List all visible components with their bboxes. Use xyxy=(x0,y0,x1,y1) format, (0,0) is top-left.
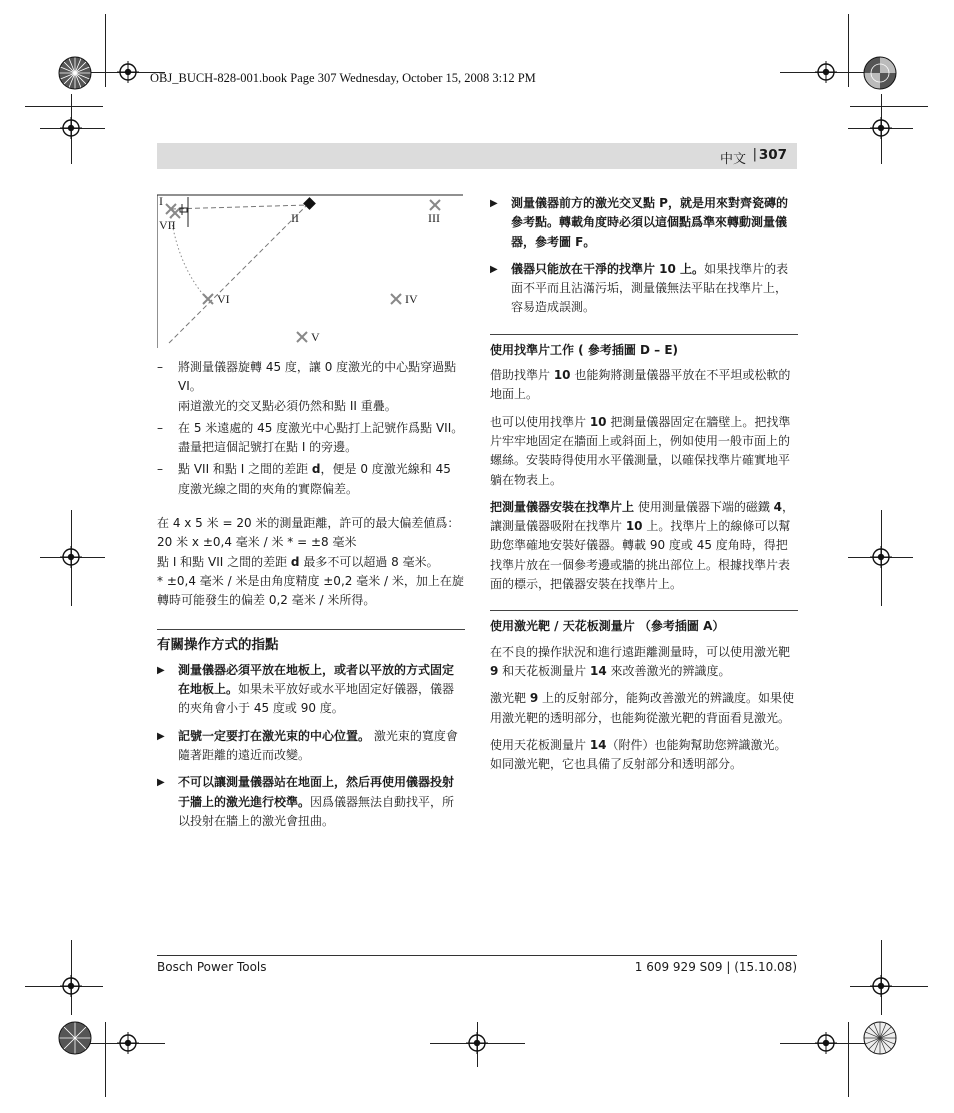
crop-line xyxy=(848,1022,849,1097)
footer-doc-number: 1 609 929 S09 | (15.10.08) xyxy=(634,960,797,974)
text-run: 點 VII 和點 I 之間的差距 xyxy=(178,462,312,477)
figure-label-II: II xyxy=(291,211,299,225)
calc-line: 20 米 x ±0,4 毫米 / 米 * = ±8 毫米 xyxy=(157,535,357,550)
quadrant-target-icon xyxy=(863,56,897,90)
text-run: 上的反射部分，能夠改善激光的辨識度。如果使用激光靶的透明部分，也能夠從激光靶的背面看見激光。 xyxy=(490,691,795,725)
dash-marker: – xyxy=(157,360,163,374)
mark-cross-icon xyxy=(203,294,213,304)
crop-line xyxy=(848,14,849,87)
calc-rule xyxy=(157,553,465,572)
section-title: 有關操作方式的指點 xyxy=(157,636,279,653)
text-run: （附件）也能夠幫助您辨識激光。如同激光靶，它也具備了反射部分和透明部分。 xyxy=(490,737,787,772)
dash-marker: – xyxy=(157,420,163,435)
footer-brand: Bosch Power Tools xyxy=(157,960,267,974)
text-run: 借助找準片 xyxy=(490,368,554,383)
calibration-figure xyxy=(157,193,463,348)
print-info-line: OBJ_BUCH-828-001.book Page 307 Wednesday, October 15, 2008 3:12 PM xyxy=(150,71,536,85)
crop-line xyxy=(850,106,928,107)
text-run: 也可以使用找準片 xyxy=(490,414,590,429)
registration-target-icon xyxy=(117,61,139,83)
list-item-text xyxy=(511,260,798,318)
figure-label-VI: VI xyxy=(217,292,230,306)
figure-label-VII: VII xyxy=(159,218,176,232)
bold-run: 測量儀器必須平放在地板上，或者以平放的方式固定在地板上。 xyxy=(178,662,455,697)
bold-run: 儀器只能放在干淨的找準片 10 上。 xyxy=(511,261,705,276)
registration-target-icon xyxy=(466,1032,488,1054)
registration-target-icon xyxy=(815,61,837,83)
bold-run: 10 xyxy=(589,414,607,429)
dash-marker: – xyxy=(157,462,163,477)
calc-intro: 在 4 x 5 米 = 20 米的測量距離，許可的最大偏差値爲： xyxy=(157,516,460,531)
laser-device-icon xyxy=(303,197,316,210)
bold-run: 測量儀器前方的激光交叉點 P，就是用來對齊瓷磚的參考點。轉載角度時必須以這個點爲準來轉動測量儀器，參考圖 F。 xyxy=(511,196,788,249)
bold-run: 9 xyxy=(529,691,539,706)
text-run: 點 I 和點 VII 之間的差距 xyxy=(157,554,291,569)
registration-target-icon xyxy=(815,1032,837,1054)
bold-run: 14 xyxy=(589,737,607,752)
text-run: 激光靶 xyxy=(490,691,530,706)
list-item-text xyxy=(178,460,465,499)
list-item-text: 在 5 米遠處的 45 度激光中心點打上記號作爲點 VII。盡量把這個記號打在點 I 的旁邊。 xyxy=(178,420,464,455)
registration-target-icon xyxy=(870,546,892,568)
text-run: 如果找準片的表面不平而且沾滿污垢，測量儀無法平貼在找準片上，容易造成誤測。 xyxy=(511,261,789,315)
header-separator: | xyxy=(752,147,757,162)
section-title: 使用找準片工作 ( 參考插圖 D – E) xyxy=(490,342,679,357)
paragraph xyxy=(490,366,798,405)
calibration-diagram xyxy=(157,193,463,348)
mark-cross-icon xyxy=(391,294,401,304)
registration-target-icon xyxy=(870,117,892,139)
crop-line xyxy=(105,14,106,87)
bold-run: 把測量儀器安裝在找準片上 xyxy=(490,499,635,514)
text-run: 因爲儀器無法自動找平，所以投射在牆上的激光會扭曲。 xyxy=(178,794,455,828)
paragraph xyxy=(490,736,798,775)
bold-run: 4 xyxy=(773,499,783,514)
bold-run: 10 xyxy=(553,368,571,383)
crop-line xyxy=(25,106,103,107)
list-item xyxy=(490,260,798,318)
bold-run: 不可以讓測量儀器站在地面上，然后再使用儀器投射于牆上的激光進行校準。 xyxy=(178,775,455,809)
paragraph xyxy=(490,643,798,682)
list-item xyxy=(157,358,465,416)
text-run: 在不良的操作狀況和進行遠距離測量時，可以使用激光靶 xyxy=(490,644,791,659)
text-run: 和天花板測量片 xyxy=(498,663,590,678)
triangle-bullet-icon: ▶ xyxy=(490,263,498,275)
triangle-bullet-icon: ▶ xyxy=(157,730,165,742)
list-item-text xyxy=(511,194,798,252)
mark-cross-icon xyxy=(430,200,440,210)
bold-run: d xyxy=(290,554,300,569)
bold-run: 14 xyxy=(590,663,607,678)
left-column xyxy=(157,358,465,831)
text-run: 上。找準片上的線條可以幫助您準確地安裝好儀器。轉載 90 度或 45 度角時，得把找準片放在一個參考邊或牆的挑出部位上。根據找準片表面的標示，把儀器安裝在找準片上。 xyxy=(490,519,791,592)
list-item-text: 兩道激光的交叉點必須仍然和點 II 重疊。 xyxy=(178,398,397,413)
text-run: 把測量儀器固定在牆壁上。把找準片牢牢地固定在牆面上或斜面上，例如使用一般市面上的螺絲。安裝時得使用水平儀測量，以確保找準片確實地平躺在物表上。 xyxy=(490,414,791,487)
bold-run: 記號一定要打在激光束的中心位置。 xyxy=(178,728,371,743)
triangle-bullet-icon: ▶ xyxy=(490,198,498,209)
star-target-icon xyxy=(58,56,92,90)
registration-target-icon xyxy=(60,975,82,997)
header-language: 中文 xyxy=(719,152,746,167)
text-run: ，便是 0 度激光線和 45 度激光線之間的夾角的實際偏差。 xyxy=(178,462,451,496)
text-run: 也能夠將測量儀器平放在不平坦或松軟的地面上。 xyxy=(490,368,791,402)
list-item xyxy=(157,661,465,719)
text-run: 激光束的寬度會隨著距離的遠近而改變。 xyxy=(178,728,458,763)
star-target-icon xyxy=(58,1021,92,1055)
list-item xyxy=(490,194,798,252)
registration-target-icon xyxy=(60,546,82,568)
figure-label-I: I xyxy=(159,194,163,208)
paragraph xyxy=(490,413,798,490)
section-title: 使用激光靶 / 天花板測量片 （參考插圖 A） xyxy=(490,619,725,634)
mark-cross-icon xyxy=(170,208,180,218)
text-run: 最多不可以超過 8 毫米。 xyxy=(299,554,439,569)
triangle-bullet-icon: ▶ xyxy=(157,777,165,789)
text-run: 使用天花板測量片 xyxy=(490,737,590,752)
list-item-text: 將測量儀器旋轉 45 度，讓 0 度激光的中心點穿過點 VI。 xyxy=(178,360,457,394)
list-item-text xyxy=(178,727,465,766)
paragraph xyxy=(490,498,798,594)
list-item xyxy=(157,419,465,458)
triangle-bullet-icon: ▶ xyxy=(157,664,165,676)
bold-run: d xyxy=(311,462,321,477)
paragraph xyxy=(490,689,798,728)
text-run: 來改善激光的辨識度。 xyxy=(606,663,731,678)
star-target-icon xyxy=(863,1021,897,1055)
registration-target-icon xyxy=(870,975,892,997)
page-header xyxy=(157,143,797,169)
registration-target-icon xyxy=(117,1032,139,1054)
list-item-text xyxy=(178,773,465,831)
right-column xyxy=(490,194,798,774)
text-run: ，讓測量儀器吸附在找準片 xyxy=(490,499,795,534)
footnote: * ±0,4 毫米 / 米是由角度精度 ±0,2 毫米 / 米，加上在旋轉時可能發生的偏差 0,2 毫米 / 米所得。 xyxy=(157,573,464,608)
bold-run: 10 xyxy=(625,519,643,534)
list-item xyxy=(157,727,465,766)
list-item xyxy=(157,773,465,831)
mark-cross-icon xyxy=(297,332,307,342)
footer-divider xyxy=(157,955,797,956)
crop-line xyxy=(105,1022,106,1097)
text-run: 使用測量儀器下端的磁鐵 xyxy=(634,499,774,514)
text-run: 如果未平放好或水平地固定好儀器，儀器的夾角會小于 45 度或 90 度。 xyxy=(178,682,455,716)
list-item xyxy=(157,460,465,499)
registration-target-icon xyxy=(60,117,82,139)
bold-run: 9 xyxy=(490,663,499,678)
figure-label-III: III xyxy=(428,211,440,225)
list-item-text xyxy=(178,661,465,719)
figure-label-IV: IV xyxy=(405,292,418,306)
page-number: 307 xyxy=(758,147,787,163)
figure-label-V: V xyxy=(311,330,320,344)
